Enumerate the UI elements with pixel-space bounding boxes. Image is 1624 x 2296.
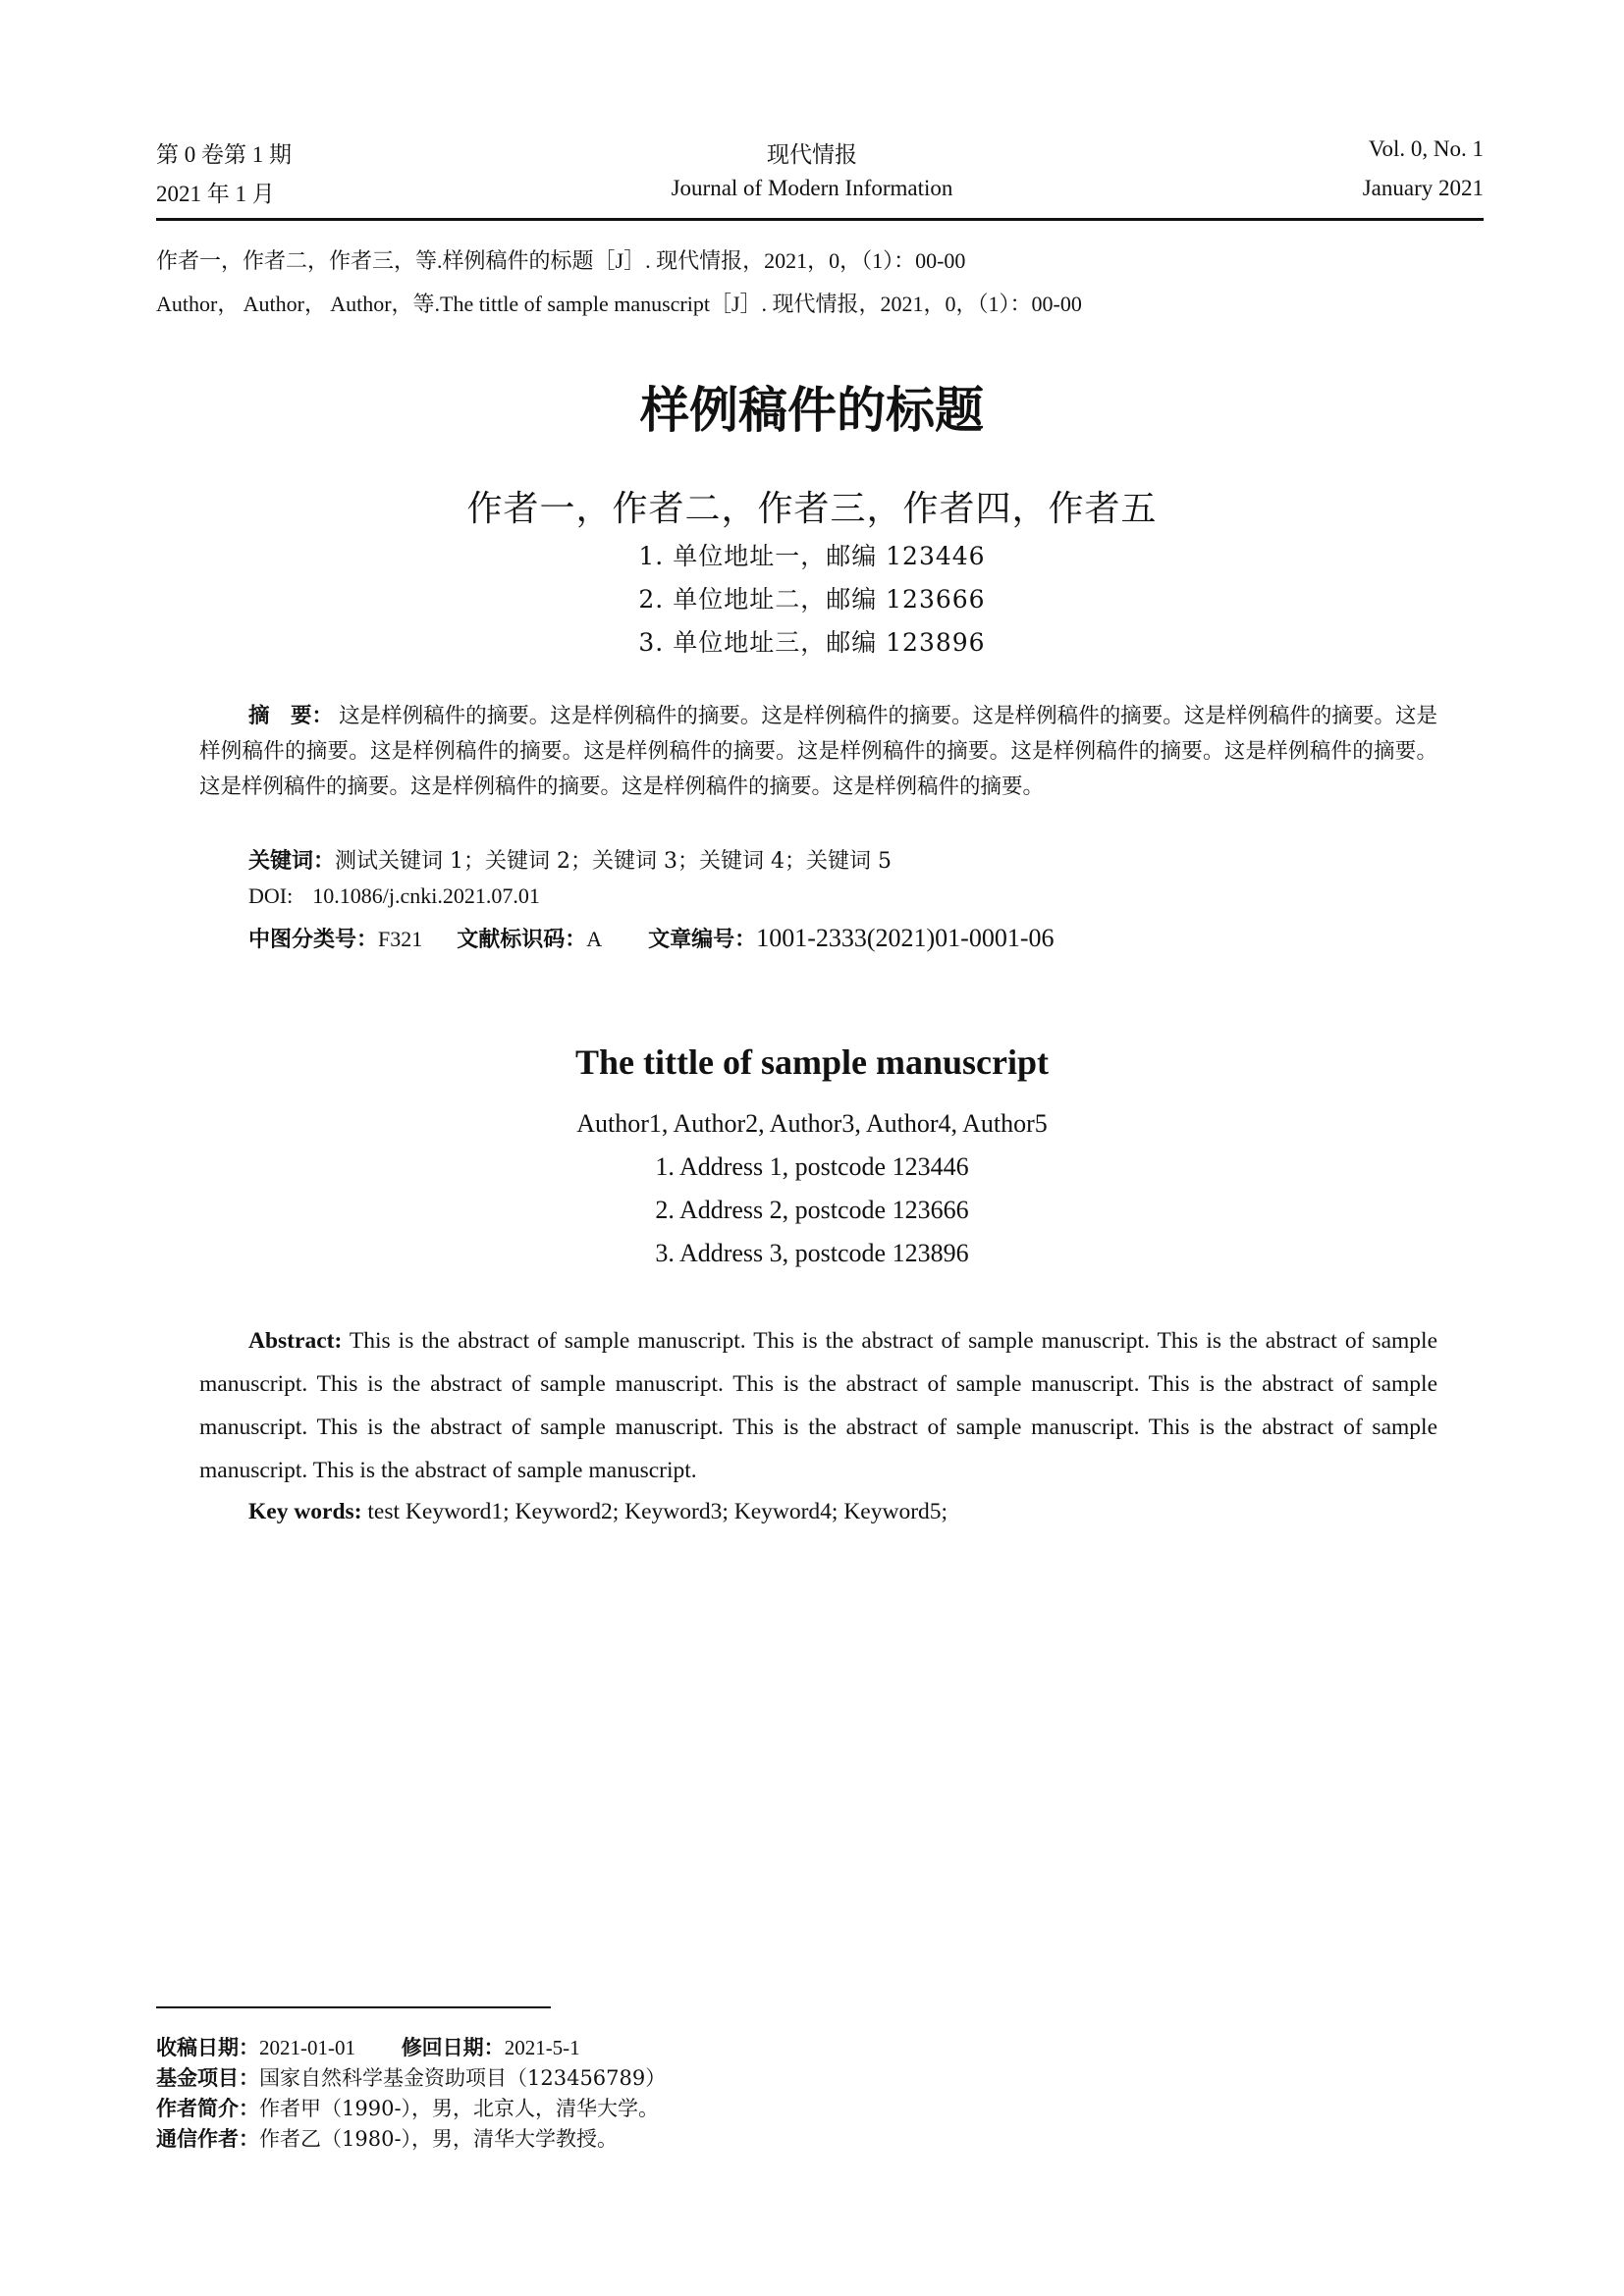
address-en-2: 2. Address 2, postcode 123666 xyxy=(655,1196,969,1224)
authors-cn: 作者一，作者二，作者三，作者四，作者五 xyxy=(466,489,1158,529)
footnote-fund xyxy=(156,2062,666,2092)
doi-value: 10.1086/j.cnki.2021.07.01 xyxy=(312,883,540,908)
address-cn-3: 3. 单位地址三，邮编 123896 xyxy=(638,628,986,657)
article-no-value: 1001-2333(2021)01-0001-06 xyxy=(756,924,1055,952)
title-cn: 样例稿件的标题 xyxy=(640,382,984,439)
fund-value: 国家自然科学基金资助项目（123456789） xyxy=(259,2066,667,2090)
address-en-3: 3. Address 3, postcode 123896 xyxy=(655,1239,969,1267)
header-volume-cn: 第 0 卷第 1 期 xyxy=(156,142,292,167)
corr-value: 作者乙（1980-），男，清华大学教授。 xyxy=(259,2127,619,2151)
keywords-en-text: test Keyword1; Keyword2; Keyword3; Keyword4; Keyword5; xyxy=(361,1499,948,1524)
keywords-en xyxy=(248,1499,947,1525)
doc-code-label: 文献标识码： xyxy=(457,928,587,952)
clc-label: 中图分类号： xyxy=(248,928,379,952)
header-journal-cn: 现代情报 xyxy=(767,142,857,167)
keywords-cn xyxy=(248,844,892,875)
revised-value: 2021-5-1 xyxy=(504,2036,580,2059)
article-no-label: 文章编号： xyxy=(648,928,757,952)
citation-cn: 作者一，作者二，作者三，等.样例稿件的标题［J］. 现代情报，2021，0，（1）：00-00 xyxy=(156,248,966,273)
abstract-en-label: Abstract: xyxy=(248,1328,343,1354)
footnote-corresponding xyxy=(156,2123,618,2153)
keywords-cn-text: 测试关键词 1；关键词 2；关键词 3；关键词 4；关键词 5 xyxy=(335,849,892,874)
authors-en: Author1, Author2, Author3, Author4, Author5 xyxy=(576,1109,1048,1138)
keywords-en-label: Key words: xyxy=(248,1499,362,1524)
address-en-1: 1. Address 1, postcode 123446 xyxy=(655,1152,969,1181)
abstract-cn-label: 摘 要： xyxy=(248,704,334,728)
header-date-cn: 2021 年 1 月 xyxy=(156,182,275,206)
corr-label: 通信作者： xyxy=(156,2127,259,2151)
address-cn-1: 1. 单位地址一，邮编 123446 xyxy=(638,542,986,570)
citation-en: Author， Author， Author，等.The tittle of sample manuscript［J］. 现代情报，2021，0，（1）：00-00 xyxy=(156,292,1082,316)
bio-value: 作者甲（1990-），男，北京人，清华大学。 xyxy=(259,2097,660,2120)
footnote-rule xyxy=(156,2006,551,2008)
keywords-cn-label: 关键词： xyxy=(248,849,336,874)
doi-line xyxy=(248,883,540,909)
header-rule xyxy=(156,218,1484,221)
abstract-en-text: This is the abstract of sample manuscript. This is the abstract of sample manuscript. This is the abstract of sample manuscript. This is the abstract of sample manuscript. This is the abstract of sample manuscript. This is the abstract of sample manuscript. This is the abstract of sample manuscript. This is the abstract of sample manuscript. This is the abstract of sample manuscript. This is the abstract of sample manuscript. xyxy=(199,1328,1437,1483)
received-value: 2021-01-01 xyxy=(259,2036,355,2059)
header-volume-en: Vol. 0, No. 1 xyxy=(1368,136,1484,161)
header-date-en: January 2021 xyxy=(1362,176,1484,200)
fund-label: 基金项目： xyxy=(156,2066,259,2090)
clc-value: F321 xyxy=(378,927,423,951)
doi-label: DOI: xyxy=(248,883,294,908)
header-journal-en: Journal of Modern Information xyxy=(671,176,953,200)
abstract-cn-text: 这是样例稿件的摘要。这是样例稿件的摘要。这是样例稿件的摘要。这是样例稿件的摘要。这是样例稿件的摘要。这是样例稿件的摘要。这是样例稿件的摘要。这是样例稿件的摘要。这是样例稿件的摘要。这是样例稿件的摘要。这是样例稿件的摘要。这是样例稿件的摘要。这是样例稿件的摘要。这是样例稿件的摘要。这是样例稿件的摘要。 xyxy=(199,704,1437,799)
abstract-en xyxy=(199,1319,1437,1492)
classification-line xyxy=(248,923,1054,953)
footnote-dates xyxy=(156,2032,580,2061)
revised-label: 修回日期： xyxy=(401,2036,505,2059)
bio-label: 作者简介： xyxy=(156,2097,259,2120)
address-cn-2: 2. 单位地址二，邮编 123666 xyxy=(638,585,986,614)
doc-code-value: A xyxy=(586,927,603,951)
footnote-bio xyxy=(156,2093,659,2122)
title-en: The tittle of sample manuscript xyxy=(575,1042,1049,1082)
received-label: 收稿日期： xyxy=(156,2036,259,2059)
abstract-cn xyxy=(199,699,1437,805)
